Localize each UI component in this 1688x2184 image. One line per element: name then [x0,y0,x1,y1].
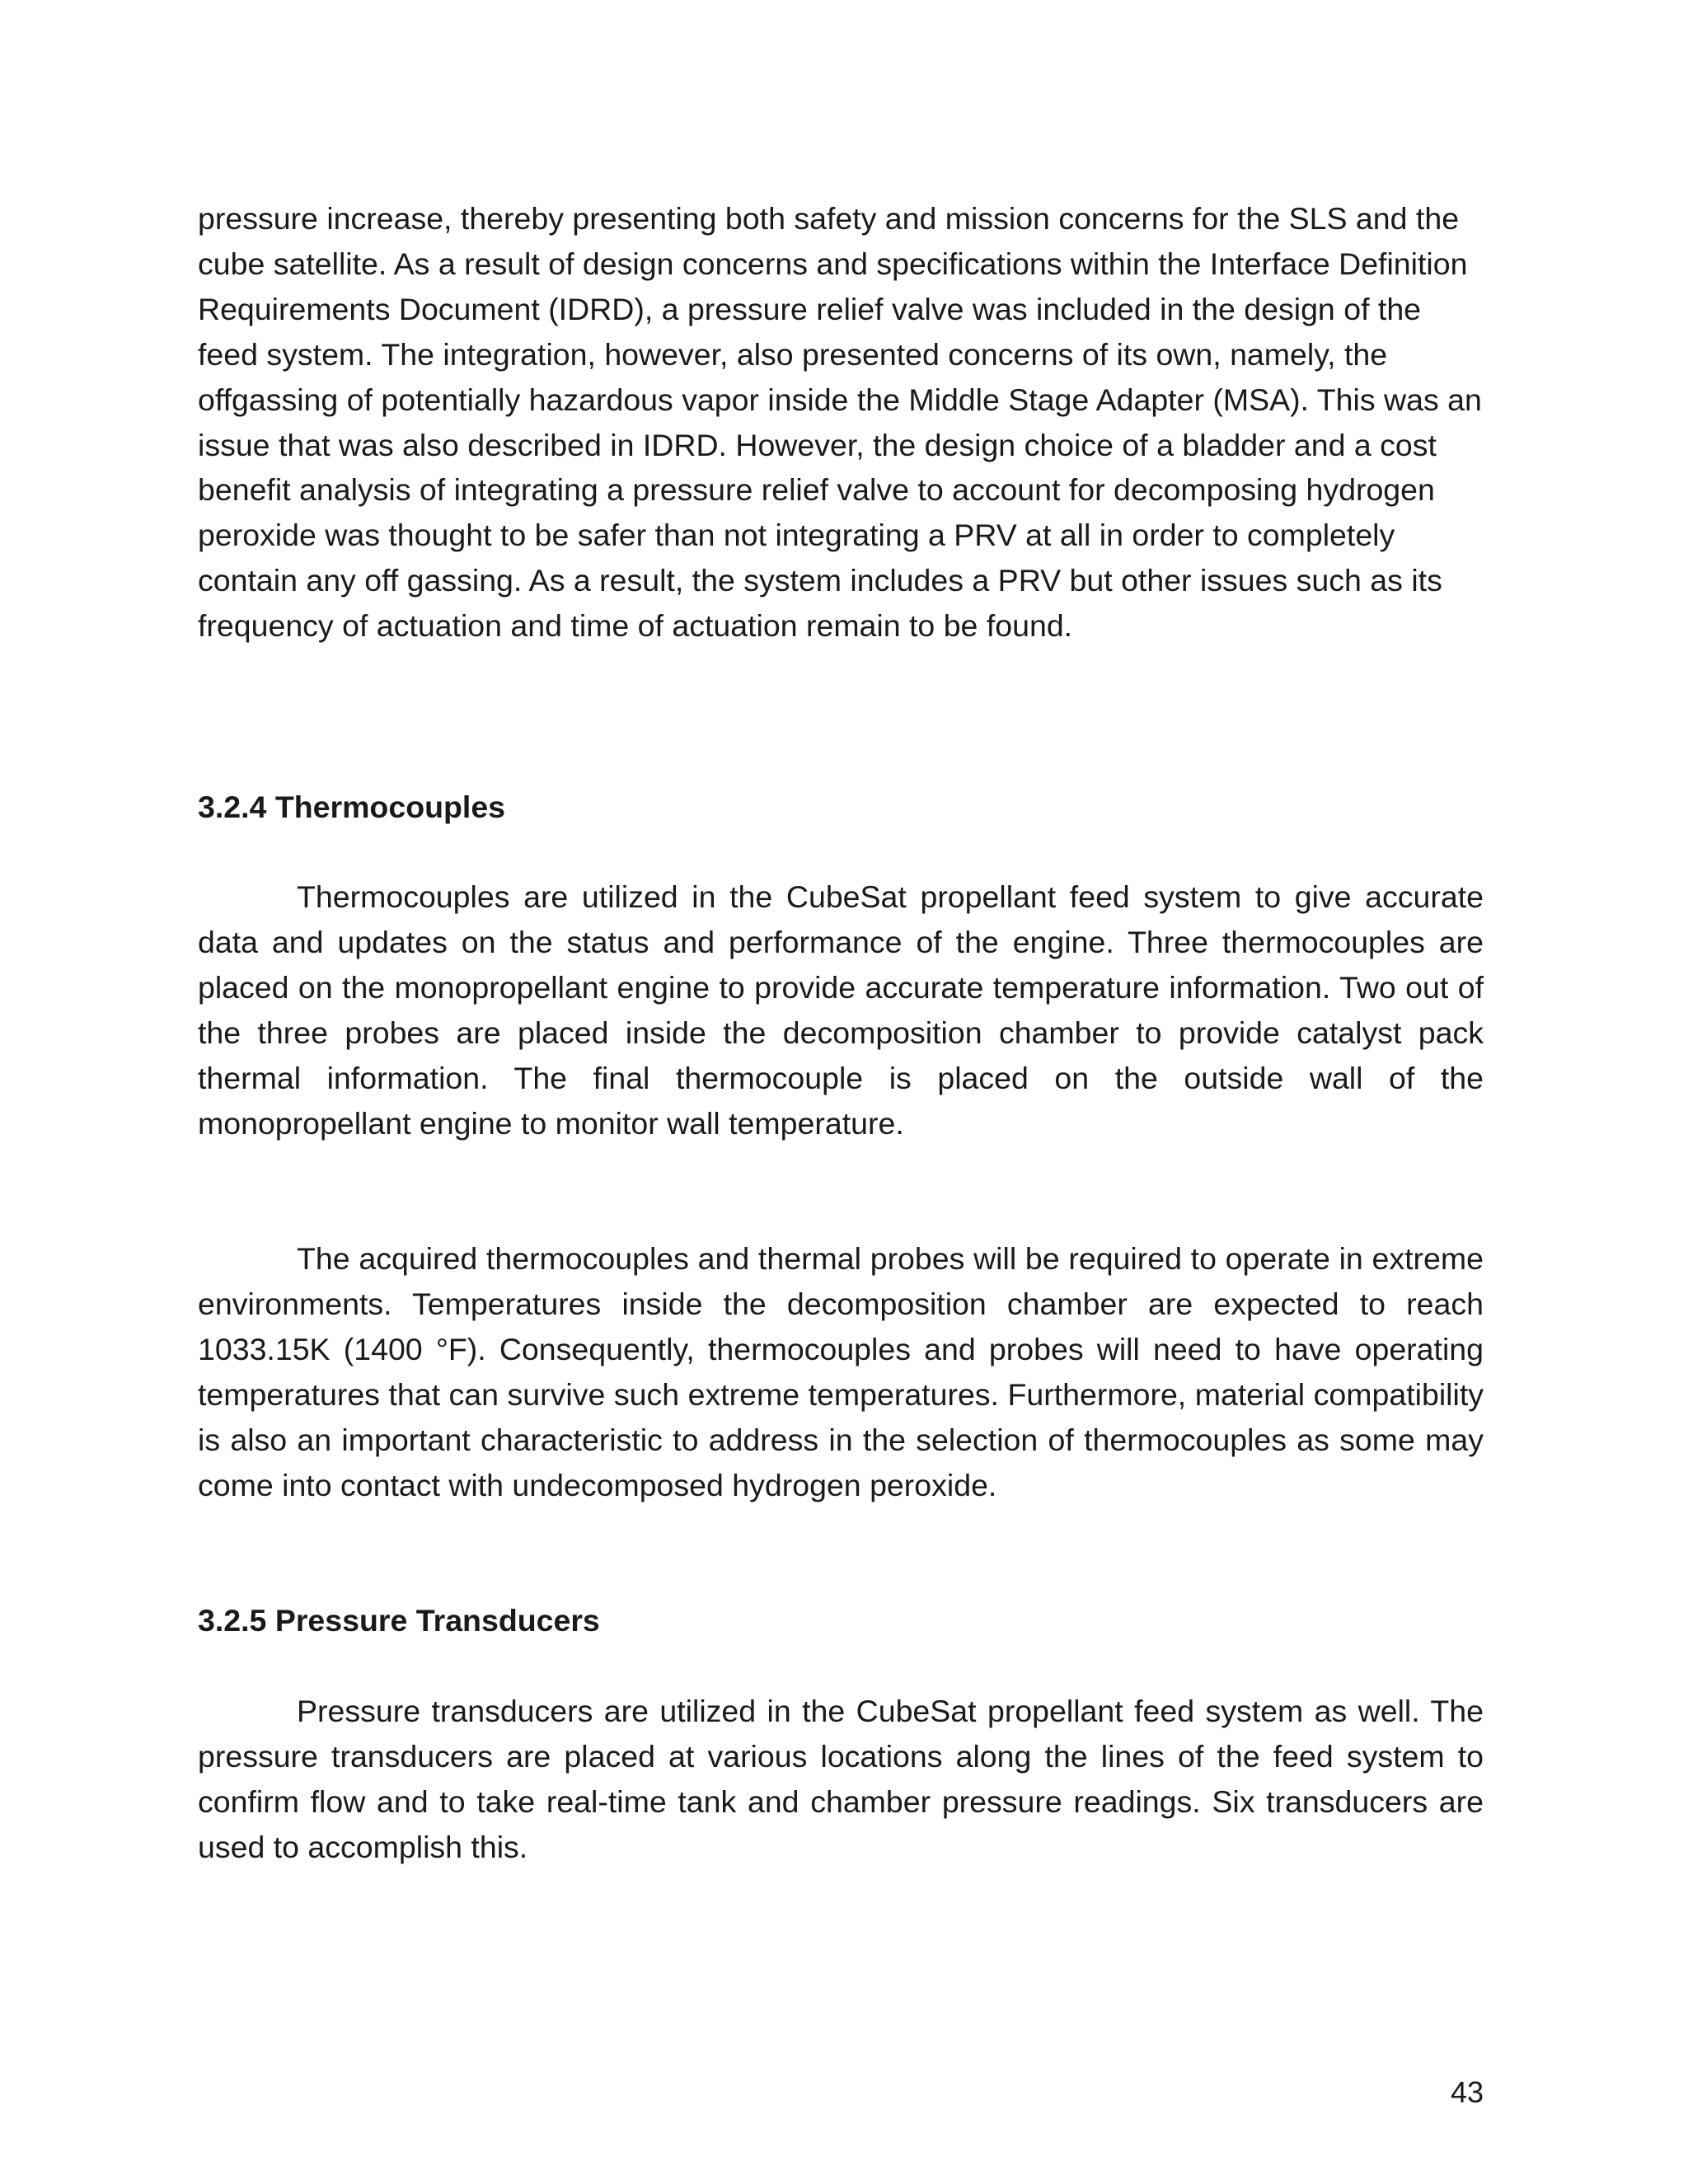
intro-paragraph: pressure increase, thereby presenting both safety and mission concerns for the SLS and the cube satellite. As a result of design concerns and specifications within the Interface Definition Requirements Document (IDRD), a pressure relief valve was included in the design of the feed system. The integration, however, also presented concerns of its own, namely, the offgassing of potentially hazardous vapor inside the Middle Stage Adapter (MSA). This was an issue that was also described in IDRD. However, the design choice of a bladder and a cost benefit analysis of integrating a pressure relief valve to account for decomposing hydrogen peroxide was thought to be safer than not integrating a PRV at all in order to completely contain any off gassing. As a result, the system includes a PRV but other issues such as its frequency of actuation and time of actuation remain to be found. [198,201,1482,644]
thermocouples-paragraph-1: Thermocouples are utilized in the CubeSat propellant feed system to give accurate data and updates on the status and performance of the engine. Three thermocouples are placed on the monopropellant engine to provide accurate temperature information. Two out of the three probes are placed inside the decomposition chamber to provide catalyst pack thermal information. The final thermocouple is placed on the outside wall of the monopropellant engine to monitor wall temperature. [198,879,1484,1141]
thermocouples-paragraph-2: The acquired thermocouples and thermal probes will be required to operate in extreme environments. Temperatures inside the decomposition chamber are expected to reach 1033.15K (1400 °F). Consequently, thermocouples and probes will need to have operating temperatures that can survive such extreme temperatures. Furthermore, material compatibility is also an important characteristic to address in the selection of thermocouples as some may come into contact with undecomposed hydrogen peroxide. [198,1241,1484,1502]
page-content [198,0,1484,2184]
page-number: 43 [1450,2075,1484,2109]
section-heading-thermocouples: 3.2.4 Thermocouples [198,790,506,824]
section-heading-pressure-transducers: 3.2.5 Pressure Transducers [198,1603,600,1638]
pressure-transducers-paragraph: Pressure transducers are utilized in the CubeSat propellant feed system as well. The pressure transducers are placed at various locations along the lines of the feed system to confirm flow and to take real-time tank and chamber pressure readings. Six transducers are used to accomplish this. [198,1694,1484,1864]
